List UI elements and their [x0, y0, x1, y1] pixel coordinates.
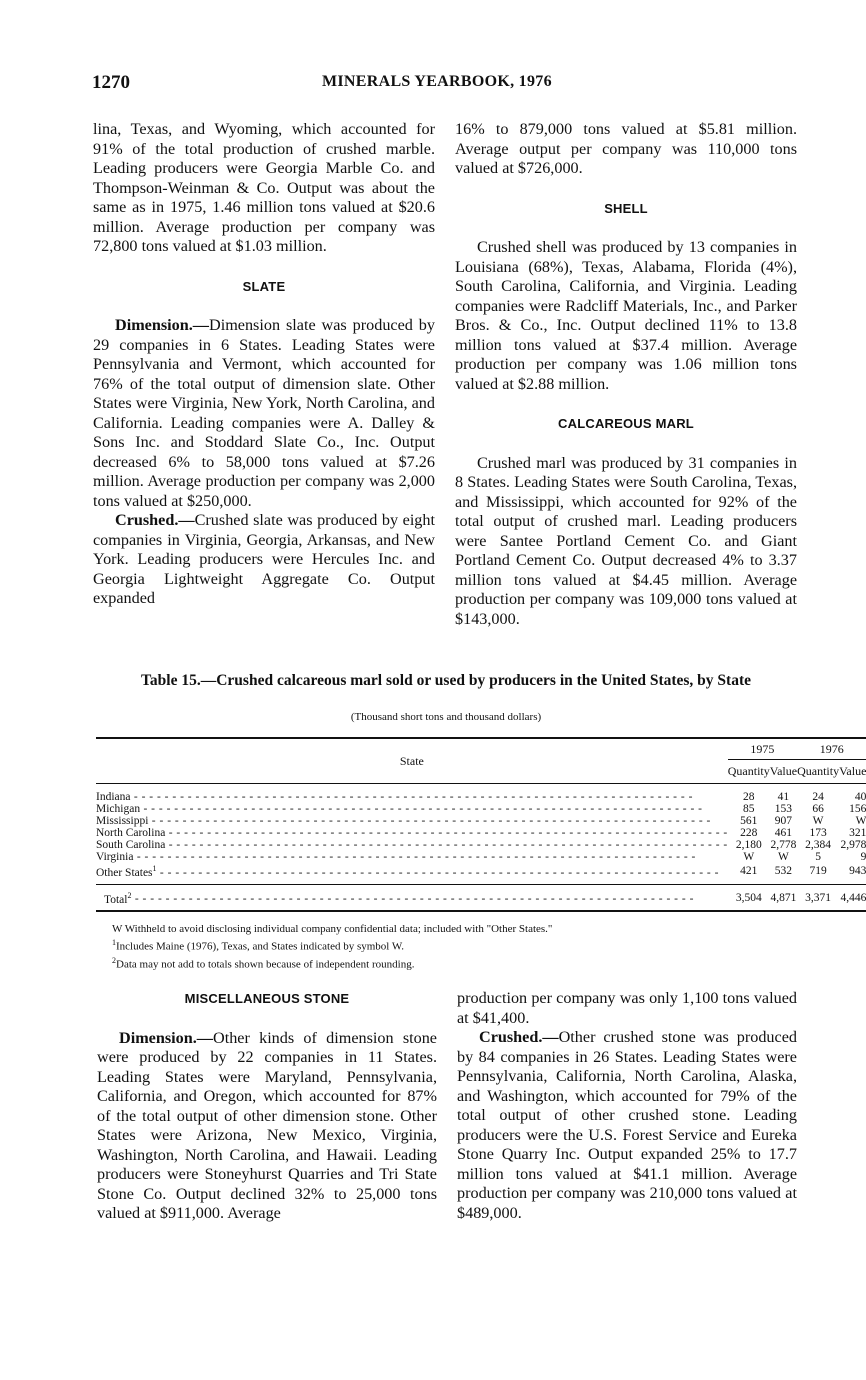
- state-name: Virginia - - -: [96, 851, 728, 863]
- table-footnotes: [112, 922, 792, 971]
- column-header-value: Value: [769, 764, 798, 778]
- total-value-1976: 4,446: [840, 891, 866, 904]
- total-quantity-1976: 3,371: [805, 891, 832, 904]
- column-2: [455, 120, 797, 629]
- footnote-w: W Withheld to avoid disclosing individual company confidential data; included with "Other States.": [112, 923, 553, 935]
- paragraph-crushed-stone: [457, 1028, 797, 1223]
- paragraph: 16% to 879,000 tons valued at $5.81 million. Average output per company was 110,000 tons valued at $726,000.: [455, 120, 797, 177]
- paragraph-text: Other crushed stone was produced by 84 companies in 26 States. Leading States were Pennsylvania, California, North Carolina, Alaska, and Washington, which accounted for 79% of the total output of other crushed stone. Leading producers were the U.S. Forest Service and Eureka Stone Quarry Inc. Output expanded 25% to 17.7 million tons valued at $41.1 million. Average production per company was 210,000 tons valued at $489,000.: [457, 1028, 797, 1222]
- column-header-value: Value: [839, 764, 866, 778]
- footnote-1: $^1$Includes Maine (1976), Texas, and States indicated by symbol W.: [112, 938, 405, 953]
- paragraph-crushed-slate: [93, 511, 435, 609]
- quantity-1975: 228: [740, 827, 758, 839]
- paragraph: production per company was only 1,100 tons valued at $41,400.: [457, 989, 797, 1027]
- column-header-quantity: Quantity: [727, 764, 770, 778]
- column-1: [93, 120, 435, 609]
- value-1976: 156: [849, 803, 866, 815]
- state-name: North Carolina - - -: [96, 827, 728, 839]
- value-1975: 461: [774, 827, 793, 839]
- total-value-1975: 4,871: [770, 891, 797, 904]
- column-header-year-1975: 1975: [728, 738, 797, 759]
- run-in-heading: Dimension.—: [115, 316, 209, 334]
- paragraph-text: Other kinds of dimension stone were produced by 22 companies in 11 States. Leading States were Maryland, Pennsylvania, California, and Oregon, which accounted for 87% of the total output of other dimension stone. Other States were Arizona, New Mexico, Virginia, Washington, North Carolina, and Hawaii. Leading producers were Stoneyhurst Quarries and Tri State Stone Co. Output declined 32% to 25,000 tons valued at $911,000. Average: [97, 1028, 437, 1222]
- table-row: [96, 803, 866, 815]
- quantity-1975: 2,180: [735, 839, 762, 851]
- paragraph-dimension-slate: [93, 316, 435, 511]
- value-1976: 9: [860, 851, 866, 863]
- column-3: [97, 989, 437, 1224]
- table-row: [96, 791, 866, 803]
- quantity-1976: 5: [815, 851, 821, 863]
- value-1976: 321: [849, 827, 866, 839]
- quantity-1976: 173: [809, 827, 827, 839]
- page-header: [92, 72, 792, 96]
- paragraph-dimension-stone: [97, 1029, 437, 1224]
- value-1975: 41: [777, 791, 790, 803]
- value-1975: 907: [774, 815, 793, 827]
- quantity-1975: W: [743, 851, 755, 863]
- quantity-1976: W: [812, 815, 824, 827]
- paragraph-marl: Crushed marl was produced by 31 companies in 8 States. Leading States were South Carolina, Texas, and Mississippi, which accounted for 92% of the total output of crushed marl. Leading producers were Santee Portland Cement Co. and Giant Portland Cement Co. Output decreased 4% to 3.37 million tons valued at $4.45 million. Average production per company was 109,000 tons valued at $143,000.: [455, 453, 797, 628]
- data-table: [96, 737, 866, 912]
- value-1976: 2,978: [840, 839, 866, 851]
- state-name: South Carolina - - -: [96, 839, 728, 851]
- column-header-year-1976: 1976: [797, 738, 866, 759]
- table-subtitle: (Thousand short tons and thousand dollars): [350, 711, 542, 723]
- table-row: [96, 815, 866, 827]
- value-1975: 153: [774, 803, 793, 815]
- section-heading-miscellaneous-stone: MISCELLANEOUS STONE: [184, 991, 350, 1006]
- total-quantity-1975: 3,504: [735, 891, 762, 904]
- section-heading-slate: SLATE: [242, 278, 286, 294]
- value-1976: 943: [849, 864, 866, 877]
- table-row: [96, 863, 866, 879]
- paragraph-text: Dimension slate was produced by 29 companies in 6 States. Leading States were Pennsylvania and Vermont, which accounted for 76% of the total output of dimension slate. Other States were Virginia, New York, North Carolina, and California. Leading companies were A. Dalley & Sons Inc. and Stoddard Slate Co., Inc. Output decreased 6% to 58,000 tons valued at $7.26 million. Average production per company was 2,000 tons valued at $250,000.: [93, 316, 435, 510]
- paragraph: lina, Texas, and Wyoming, which accounted for 91% of the total production of crushed marble. Leading producers were Georgia Marble Co. and Thompson-Weinman & Co. Output was about the same as in 1975, 1.46 million tons valued at $20.6 million. Average production per company was 72,800 tons valued at $1.03 million.: [93, 120, 435, 255]
- value-1976: 40: [854, 791, 866, 803]
- table-row: [96, 827, 866, 839]
- running-title: MINERALS YEARBOOK, 1976: [322, 73, 552, 90]
- value-1975: W: [778, 851, 789, 863]
- state-name: Michigan - - -: [96, 803, 728, 815]
- quantity-1976: 24: [812, 791, 824, 803]
- quantity-1976: 2,384: [805, 839, 832, 851]
- paragraph-shell: Crushed shell was produced by 13 companies in Louisiana (68%), Texas, Alabama, Florida (4%), South Carolina, California, and Virginia. Leading companies were Radcliff Materials, Inc., and Parker Bros. & Co., Inc. Output declined 11% to 13.8 million tons valued at $37.4 million. Average production per company was 1.06 million tons valued at $2.88 million.: [455, 238, 797, 393]
- paragraph-text: Crushed slate was produced by eight companies in Virginia, Georgia, Arkansas, and New York. Leading producers were Hercules Inc. and Georgia Lightweight Aggregate Co. Output expanded: [93, 511, 435, 607]
- state-name: Other States$^1$ - - -: [96, 863, 728, 879]
- quantity-1976: 719: [809, 864, 827, 877]
- table-row: [96, 839, 866, 851]
- table-total-label: Total$^2$ - - -: [96, 885, 728, 911]
- quantity-1975: 421: [740, 864, 758, 877]
- section-heading-calcareous-marl: CALCAREOUS MARL: [558, 416, 694, 431]
- run-in-heading: Dimension.—: [119, 1028, 213, 1047]
- quantity-1975: 85: [743, 803, 755, 815]
- column-header-state: State: [96, 738, 728, 783]
- quantity-1976: 66: [812, 803, 824, 815]
- section-heading-shell: SHELL: [604, 200, 648, 216]
- value-1975: 532: [774, 864, 793, 877]
- value-1975: 2,778: [770, 839, 797, 851]
- column-header-quantity: Quantity: [797, 764, 840, 778]
- state-name: Mississippi - - -: [96, 815, 728, 827]
- quantity-1975: 28: [743, 791, 755, 803]
- value-1976: W: [855, 815, 866, 827]
- state-name: Indiana - - -: [96, 791, 728, 803]
- table-title: Table 15.—Crushed calcareous marl sold or used by producers in the United States, by State: [141, 672, 751, 689]
- page-number: 1270: [92, 72, 130, 93]
- run-in-heading: Crushed.—: [479, 1028, 559, 1046]
- quantity-1975: 561: [740, 815, 758, 827]
- column-4: [457, 989, 797, 1223]
- table-row: [96, 851, 866, 863]
- footnote-2: $^2$Data may not add to totals shown because of independent rounding.: [112, 955, 415, 971]
- run-in-heading: Crushed.—: [115, 511, 195, 529]
